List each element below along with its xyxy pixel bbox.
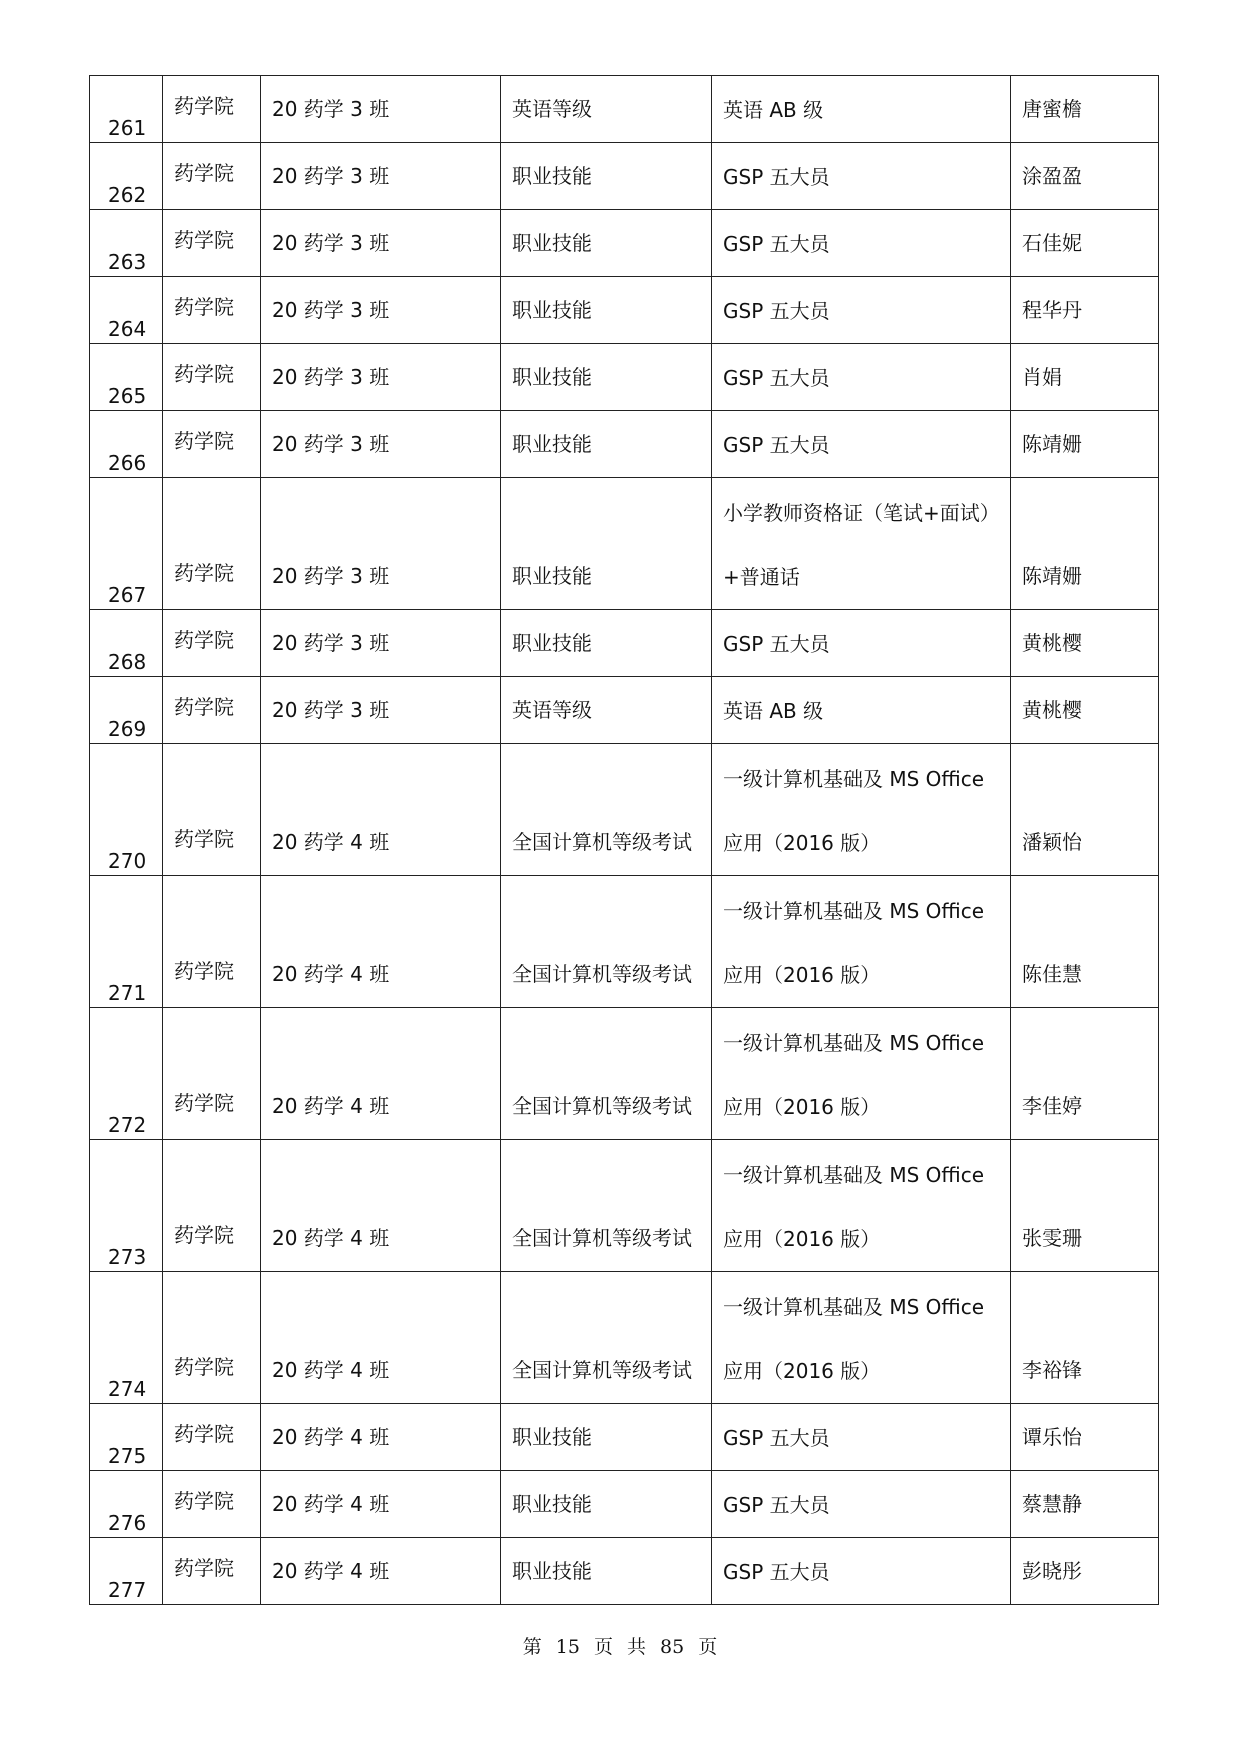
class-name: 20 药学 3 班 xyxy=(272,164,390,188)
college-name: 药学院 xyxy=(174,1091,234,1115)
table-row xyxy=(90,610,1159,677)
certificate-name-cell xyxy=(712,344,1011,411)
class-name: 20 药学 3 班 xyxy=(272,564,390,588)
certificate-name-line: GSP 五大员 xyxy=(723,1426,830,1450)
student-name-cell xyxy=(1011,344,1159,411)
student-name: 涂盈盈 xyxy=(1022,164,1082,188)
row-number-cell xyxy=(90,344,163,411)
table-row xyxy=(90,76,1159,143)
table-row xyxy=(90,478,1159,610)
certificate-category-cell xyxy=(501,210,712,277)
table-row xyxy=(90,1471,1159,1538)
row-number: 272 xyxy=(108,1113,147,1137)
certificate-category-cell xyxy=(501,277,712,344)
class-name: 20 药学 4 班 xyxy=(272,962,390,986)
row-number: 277 xyxy=(108,1578,147,1602)
class-name: 20 药学 4 班 xyxy=(272,1094,390,1118)
certificate-category: 英语等级 xyxy=(512,698,592,722)
student-name: 陈靖姗 xyxy=(1022,564,1082,588)
table-row xyxy=(90,1272,1159,1404)
student-name: 程华丹 xyxy=(1022,298,1082,322)
student-name: 张雯珊 xyxy=(1022,1226,1082,1250)
certificate-name-line: 应用（2016 版） xyxy=(723,963,881,987)
table-row xyxy=(90,1404,1159,1471)
certificate-name-cell xyxy=(712,1471,1011,1538)
class-name-cell xyxy=(261,277,501,344)
college-name-cell xyxy=(163,1471,261,1538)
college-name: 药学院 xyxy=(174,429,234,453)
certificate-name-cell xyxy=(712,478,1011,610)
row-number: 262 xyxy=(108,183,147,207)
certificate-name-cell xyxy=(712,411,1011,478)
student-name-cell xyxy=(1011,411,1159,478)
row-number: 273 xyxy=(108,1245,147,1269)
table-row xyxy=(90,210,1159,277)
class-name: 20 药学 4 班 xyxy=(272,1358,390,1382)
certificate-name-cell xyxy=(712,677,1011,744)
college-name: 药学院 xyxy=(174,1355,234,1379)
student-name-cell xyxy=(1011,143,1159,210)
college-name-cell xyxy=(163,76,261,143)
page-footer: 第 15 页 共 85 页 xyxy=(522,1636,718,1658)
certificate-name-cell xyxy=(712,1538,1011,1605)
certificate-category-cell xyxy=(501,1404,712,1471)
class-name-cell xyxy=(261,210,501,277)
certificate-category: 职业技能 xyxy=(512,298,592,322)
row-number: 271 xyxy=(108,981,147,1005)
college-name-cell xyxy=(163,1140,261,1272)
row-number-cell xyxy=(90,277,163,344)
class-name: 20 药学 3 班 xyxy=(272,698,390,722)
student-name: 蔡慧静 xyxy=(1022,1492,1082,1516)
class-name-cell xyxy=(261,344,501,411)
student-name: 谭乐怡 xyxy=(1022,1425,1082,1449)
table-row xyxy=(90,1538,1159,1605)
certificate-name-cell xyxy=(712,210,1011,277)
student-name: 李裕锋 xyxy=(1022,1358,1082,1382)
college-name: 药学院 xyxy=(174,827,234,851)
college-name-cell xyxy=(163,677,261,744)
table-row xyxy=(90,677,1159,744)
certificate-name-line: GSP 五大员 xyxy=(723,632,830,656)
student-name: 潘颖怡 xyxy=(1022,830,1082,854)
student-name: 黄桃樱 xyxy=(1022,698,1082,722)
class-name: 20 药学 3 班 xyxy=(272,298,390,322)
class-name-cell xyxy=(261,1471,501,1538)
certificate-category-cell xyxy=(501,1272,712,1404)
class-name-cell xyxy=(261,610,501,677)
records-table-body xyxy=(90,76,1159,1605)
student-name-cell xyxy=(1011,478,1159,610)
certificate-category-cell xyxy=(501,744,712,876)
row-number: 266 xyxy=(108,451,147,475)
certificate-name-cell xyxy=(712,1404,1011,1471)
student-name: 彭晓彤 xyxy=(1022,1559,1082,1583)
certificate-category: 全国计算机等级考试 xyxy=(512,1358,692,1382)
college-name-cell xyxy=(163,1538,261,1605)
college-name: 药学院 xyxy=(174,1223,234,1247)
class-name-cell xyxy=(261,1140,501,1272)
certificate-category: 职业技能 xyxy=(512,564,592,588)
certificate-name-line: 一级计算机基础及 MS Office xyxy=(723,1163,985,1187)
certificate-category-cell xyxy=(501,76,712,143)
student-name-cell xyxy=(1011,1471,1159,1538)
student-name-cell xyxy=(1011,1008,1159,1140)
certificate-name-line: +普通话 xyxy=(723,565,800,589)
class-name: 20 药学 4 班 xyxy=(272,1226,390,1250)
college-name-cell xyxy=(163,744,261,876)
class-name-cell xyxy=(261,143,501,210)
certificate-category-cell xyxy=(501,1538,712,1605)
class-name: 20 药学 3 班 xyxy=(272,231,390,255)
records-table xyxy=(89,75,1159,1605)
table-row xyxy=(90,876,1159,1008)
student-name-cell xyxy=(1011,1140,1159,1272)
certificate-name-line: 应用（2016 版） xyxy=(723,831,881,855)
row-number-cell xyxy=(90,1404,163,1471)
student-name-cell xyxy=(1011,210,1159,277)
certificate-name-cell xyxy=(712,277,1011,344)
class-name: 20 药学 4 班 xyxy=(272,1492,390,1516)
certificate-name-line: 英语 AB 级 xyxy=(723,699,824,723)
certificate-name-line: 一级计算机基础及 MS Office xyxy=(723,767,985,791)
college-name: 药学院 xyxy=(174,362,234,386)
college-name: 药学院 xyxy=(174,1422,234,1446)
class-name: 20 药学 3 班 xyxy=(272,631,390,655)
row-number-cell xyxy=(90,478,163,610)
class-name-cell xyxy=(261,76,501,143)
row-number: 264 xyxy=(108,317,147,341)
certificate-name-cell xyxy=(712,76,1011,143)
certificate-name-cell xyxy=(712,1272,1011,1404)
certificate-category: 职业技能 xyxy=(512,1425,592,1449)
certificate-category: 全国计算机等级考试 xyxy=(512,1226,692,1250)
class-name-cell xyxy=(261,1008,501,1140)
student-name-cell xyxy=(1011,744,1159,876)
certificate-category: 全国计算机等级考试 xyxy=(512,830,692,854)
college-name-cell xyxy=(163,1404,261,1471)
certificate-name-cell xyxy=(712,744,1011,876)
class-name-cell xyxy=(261,1404,501,1471)
student-name: 陈佳慧 xyxy=(1022,962,1082,986)
college-name-cell xyxy=(163,411,261,478)
class-name: 20 药学 3 班 xyxy=(272,97,390,121)
certificate-name-line: GSP 五大员 xyxy=(723,232,830,256)
table-row xyxy=(90,411,1159,478)
class-name: 20 药学 4 班 xyxy=(272,830,390,854)
records-table-container xyxy=(89,75,1158,1605)
college-name: 药学院 xyxy=(174,228,234,252)
class-name-cell xyxy=(261,1272,501,1404)
class-name-cell xyxy=(261,744,501,876)
certificate-name-line: GSP 五大员 xyxy=(723,1493,830,1517)
class-name: 20 药学 3 班 xyxy=(272,365,390,389)
college-name: 药学院 xyxy=(174,94,234,118)
certificate-category-cell xyxy=(501,143,712,210)
certificate-category-cell xyxy=(501,344,712,411)
college-name: 药学院 xyxy=(174,561,234,585)
certificate-name-line: 一级计算机基础及 MS Office xyxy=(723,1295,985,1319)
row-number-cell xyxy=(90,143,163,210)
certificate-category: 职业技能 xyxy=(512,631,592,655)
row-number-cell xyxy=(90,1008,163,1140)
table-row xyxy=(90,344,1159,411)
certificate-name-cell xyxy=(712,1008,1011,1140)
row-number-cell xyxy=(90,210,163,277)
row-number-cell xyxy=(90,677,163,744)
student-name: 唐蜜檐 xyxy=(1022,97,1082,121)
row-number: 276 xyxy=(108,1511,147,1535)
row-number-cell xyxy=(90,1538,163,1605)
class-name-cell xyxy=(261,1538,501,1605)
certificate-name-cell xyxy=(712,610,1011,677)
certificate-category: 职业技能 xyxy=(512,365,592,389)
class-name-cell xyxy=(261,876,501,1008)
row-number: 270 xyxy=(108,849,147,873)
row-number: 263 xyxy=(108,250,147,274)
college-name-cell xyxy=(163,1008,261,1140)
certificate-name-line: GSP 五大员 xyxy=(723,299,830,323)
certificate-category: 全国计算机等级考试 xyxy=(512,1094,692,1118)
certificate-category: 英语等级 xyxy=(512,97,592,121)
certificate-name-line: 应用（2016 版） xyxy=(723,1359,881,1383)
class-name: 20 药学 3 班 xyxy=(272,432,390,456)
table-row xyxy=(90,277,1159,344)
row-number-cell xyxy=(90,411,163,478)
college-name-cell xyxy=(163,344,261,411)
college-name: 药学院 xyxy=(174,628,234,652)
row-number: 265 xyxy=(108,384,147,408)
certificate-name-cell xyxy=(712,143,1011,210)
student-name-cell xyxy=(1011,1272,1159,1404)
college-name: 药学院 xyxy=(174,959,234,983)
row-number: 261 xyxy=(108,116,147,140)
certificate-name-line: 英语 AB 级 xyxy=(723,98,824,122)
student-name-cell xyxy=(1011,876,1159,1008)
student-name-cell xyxy=(1011,76,1159,143)
row-number-cell xyxy=(90,876,163,1008)
certificate-name-line: GSP 五大员 xyxy=(723,1560,830,1584)
row-number: 275 xyxy=(108,1444,147,1468)
class-name: 20 药学 4 班 xyxy=(272,1559,390,1583)
student-name-cell xyxy=(1011,1538,1159,1605)
college-name-cell xyxy=(163,210,261,277)
certificate-name-line: GSP 五大员 xyxy=(723,433,830,457)
class-name: 20 药学 4 班 xyxy=(272,1425,390,1449)
certificate-category-cell xyxy=(501,411,712,478)
certificate-category-cell xyxy=(501,876,712,1008)
row-number-cell xyxy=(90,1140,163,1272)
college-name-cell xyxy=(163,143,261,210)
college-name: 药学院 xyxy=(174,695,234,719)
certificate-category-cell xyxy=(501,1471,712,1538)
certificate-name-cell xyxy=(712,1140,1011,1272)
table-row xyxy=(90,143,1159,210)
student-name-cell xyxy=(1011,677,1159,744)
student-name: 肖娟 xyxy=(1022,365,1062,389)
row-number-cell xyxy=(90,1471,163,1538)
student-name: 黄桃樱 xyxy=(1022,631,1082,655)
class-name-cell xyxy=(261,411,501,478)
certificate-category-cell xyxy=(501,1008,712,1140)
certificate-name-line: 应用（2016 版） xyxy=(723,1227,881,1251)
college-name: 药学院 xyxy=(174,1556,234,1580)
student-name: 李佳婷 xyxy=(1022,1094,1082,1118)
certificate-name-cell xyxy=(712,876,1011,1008)
college-name-cell xyxy=(163,277,261,344)
row-number-cell xyxy=(90,76,163,143)
certificate-name-line: GSP 五大员 xyxy=(723,165,830,189)
certificate-name-line: 一级计算机基础及 MS Office xyxy=(723,899,985,923)
certificate-category-cell xyxy=(501,478,712,610)
certificate-name-line: 小学教师资格证（笔试+面试） xyxy=(723,501,1000,525)
certificate-name-line: 一级计算机基础及 MS Office xyxy=(723,1031,985,1055)
table-row xyxy=(90,1140,1159,1272)
certificate-category: 职业技能 xyxy=(512,1492,592,1516)
class-name-cell xyxy=(261,478,501,610)
college-name: 药学院 xyxy=(174,161,234,185)
college-name-cell xyxy=(163,610,261,677)
college-name: 药学院 xyxy=(174,1489,234,1513)
certificate-category-cell xyxy=(501,1140,712,1272)
student-name: 陈靖姗 xyxy=(1022,432,1082,456)
college-name-cell xyxy=(163,1272,261,1404)
college-name-cell xyxy=(163,478,261,610)
row-number: 267 xyxy=(108,583,147,607)
certificate-name-line: GSP 五大员 xyxy=(723,366,830,390)
student-name-cell xyxy=(1011,610,1159,677)
certificate-name-line: 应用（2016 版） xyxy=(723,1095,881,1119)
certificate-category: 职业技能 xyxy=(512,231,592,255)
row-number: 269 xyxy=(108,717,147,741)
table-row xyxy=(90,1008,1159,1140)
student-name-cell xyxy=(1011,277,1159,344)
student-name: 石佳妮 xyxy=(1022,231,1082,255)
certificate-category-cell xyxy=(501,677,712,744)
certificate-category-cell xyxy=(501,610,712,677)
certificate-category: 职业技能 xyxy=(512,1559,592,1583)
class-name-cell xyxy=(261,677,501,744)
student-name-cell xyxy=(1011,1404,1159,1471)
row-number: 274 xyxy=(108,1377,147,1401)
college-name: 药学院 xyxy=(174,295,234,319)
certificate-category: 职业技能 xyxy=(512,164,592,188)
certificate-category: 职业技能 xyxy=(512,432,592,456)
college-name-cell xyxy=(163,876,261,1008)
row-number: 268 xyxy=(108,650,147,674)
row-number-cell xyxy=(90,610,163,677)
table-row xyxy=(90,744,1159,876)
row-number-cell xyxy=(90,1272,163,1404)
row-number-cell xyxy=(90,744,163,876)
certificate-category: 全国计算机等级考试 xyxy=(512,962,692,986)
